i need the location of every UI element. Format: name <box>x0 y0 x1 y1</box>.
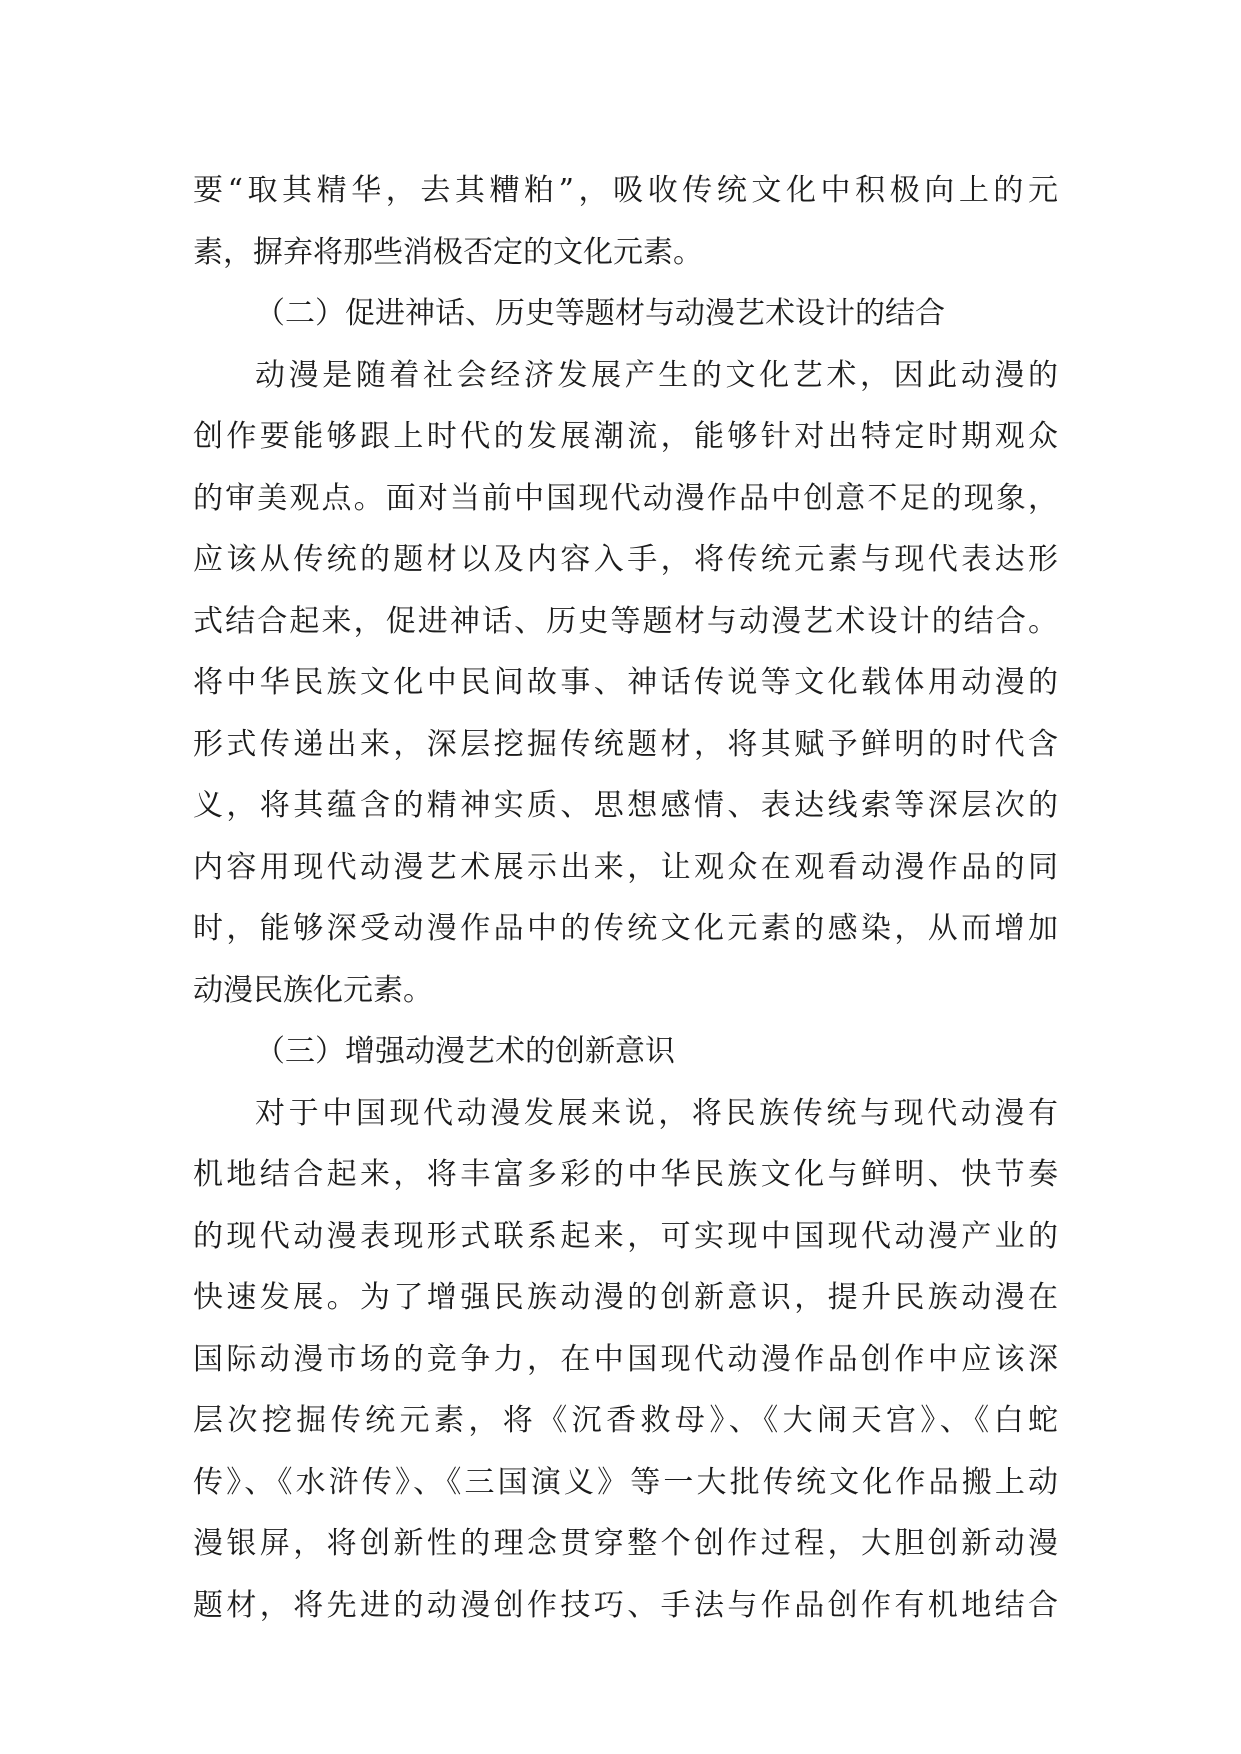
text-line: 快速发展。为了增强民族动漫的创新意识，提升民族动漫在 <box>193 1280 1058 1315</box>
text-line: 要“取其精华，去其糟粕”，吸收传统文化中积极向上的元 <box>193 173 1058 208</box>
paragraph-first-line: 对于中国现代动漫发展来说，将民族传统与现代动漫有 <box>255 1095 1058 1131</box>
text-line: 素，摒弃将那些消极否定的文化元素。 <box>193 234 703 270</box>
text-line: 层次挖掘传统元素，将《沉香救母》、《大闹天宫》、《白蛇 <box>193 1403 1058 1438</box>
text-line: 创作要能够跟上时代的发展潮流，能够针对出特定时期观众 <box>193 419 1058 454</box>
text-line: 漫银屏，将创新性的理念贯穿整个创作过程，大胆创新动漫 <box>193 1526 1058 1561</box>
text-line: 传》、《水浒传》、《三国演义》等一大批传统文化作品搬上动 <box>193 1464 1058 1500</box>
text-line: 题材，将先进的动漫创作技巧、手法与作品创作有机地结合 <box>193 1587 1058 1623</box>
text-line: 国际动漫市场的竞争力，在中国现代动漫作品创作中应该深 <box>193 1341 1058 1377</box>
text-line: 的审美观点。面对当前中国现代动漫作品中创意不足的现象， <box>193 480 1058 516</box>
text-line: 动漫民族化元素。 <box>193 972 433 1008</box>
text-line: 的现代动漫表现形式联系起来，可实现中国现代动漫产业的 <box>193 1218 1058 1254</box>
text-line: 内容用现代动漫艺术展示出来，让观众在观看动漫作品的同 <box>193 849 1058 885</box>
section-heading: （二）促进神话、历史等题材与动漫艺术设计的结合 <box>255 296 945 331</box>
text-line: 式结合起来，促进神话、历史等题材与动漫艺术设计的结合。 <box>193 603 1058 639</box>
text-line: 形式传递出来，深层挖掘传统题材，将其赋予鲜明的时代含 <box>193 726 1058 762</box>
body-text <box>193 160 1058 1636</box>
paragraph-first-line: 动漫是随着社会经济发展产生的文化艺术，因此动漫的 <box>255 357 1058 393</box>
text-line: 将中华民族文化中民间故事、神话传说等文化载体用动漫的 <box>193 665 1058 700</box>
text-line: 时，能够深受动漫作品中的传统文化元素的感染，从而增加 <box>193 911 1058 946</box>
section-heading: （三）增强动漫艺术的创新意识 <box>255 1034 675 1069</box>
text-line: 机地结合起来，将丰富多彩的中华民族文化与鲜明、快节奏 <box>193 1157 1058 1192</box>
text-line: 应该从传统的题材以及内容入手，将传统元素与现代表达形 <box>193 542 1058 577</box>
text-line: 义，将其蕴含的精神实质、思想感情、表达线索等深层次的 <box>193 788 1058 823</box>
